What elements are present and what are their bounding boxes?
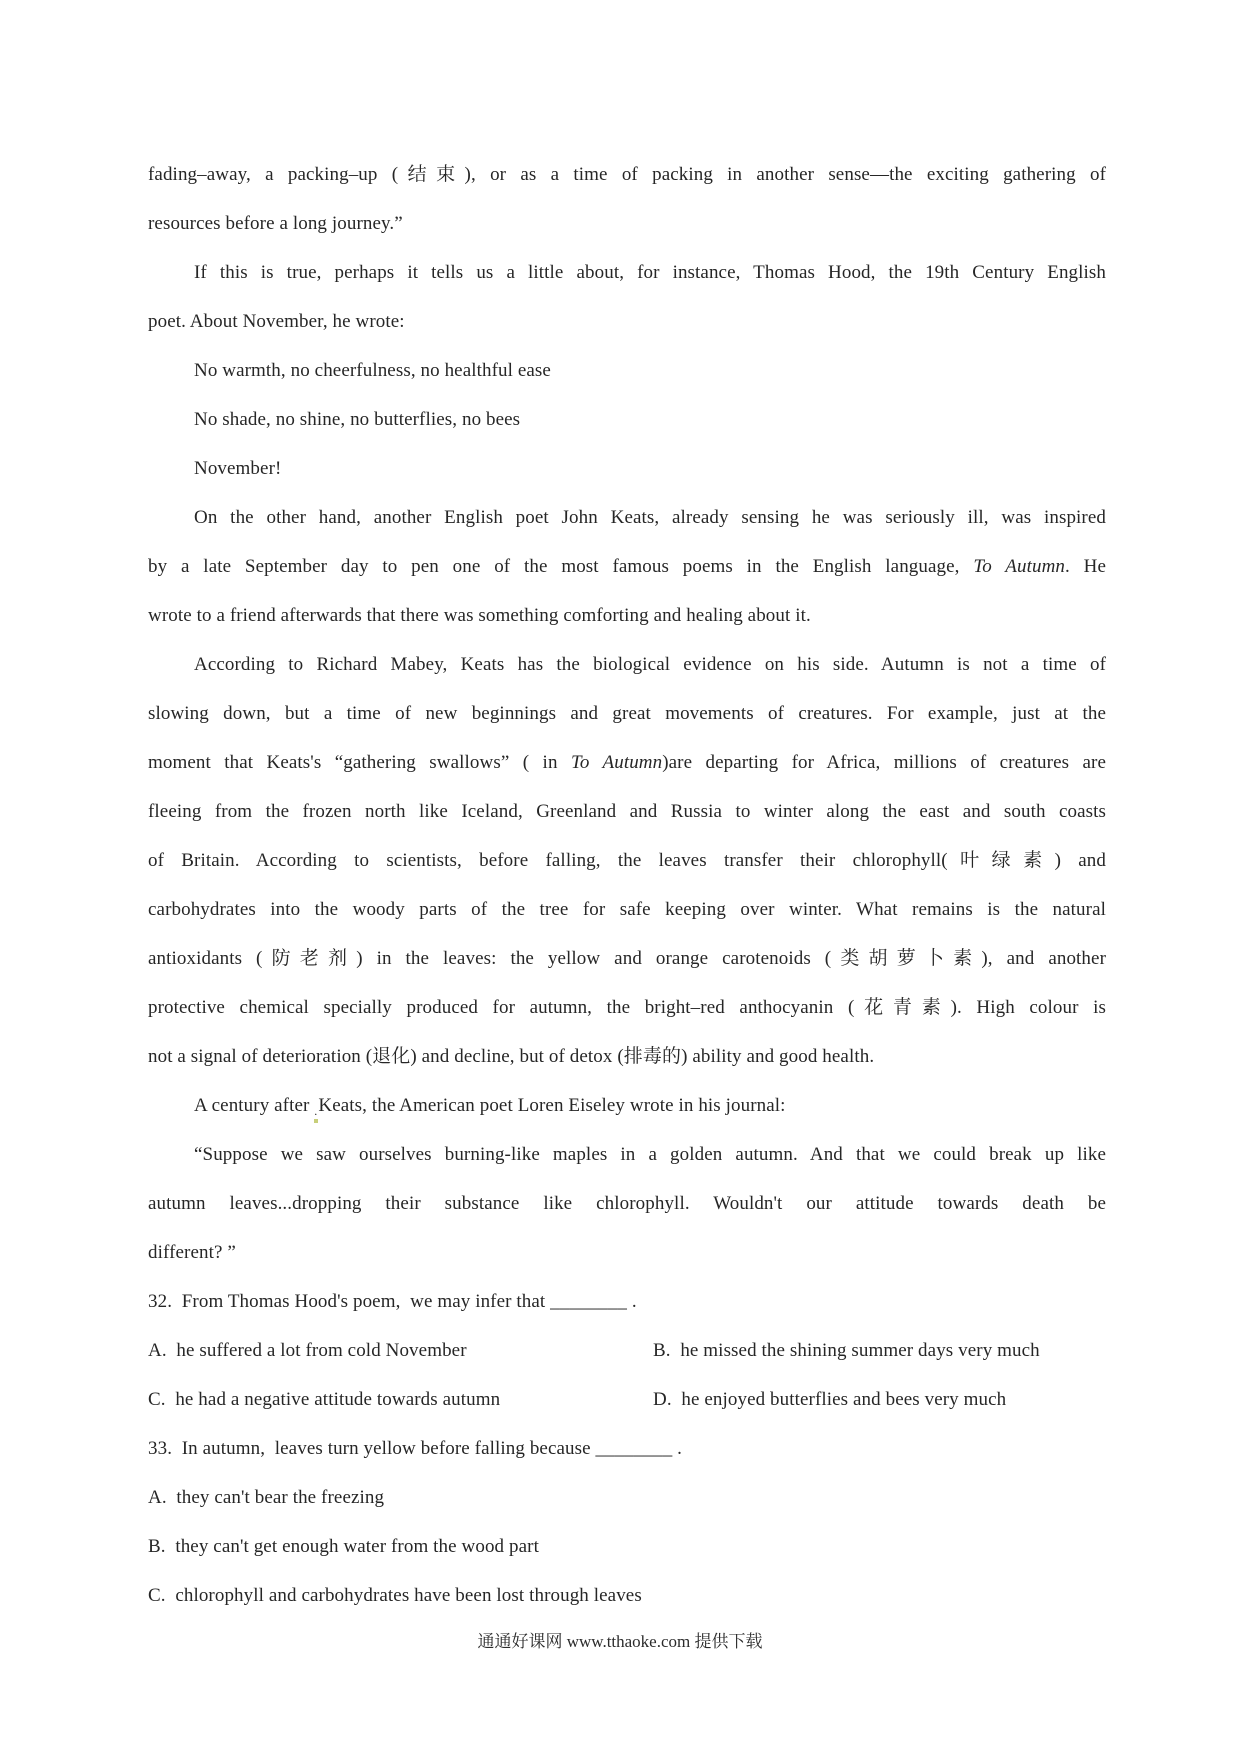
exam-content bbox=[148, 150, 1106, 1620]
passage-line bbox=[148, 1032, 1106, 1081]
passage-line bbox=[148, 493, 1106, 542]
text-segment: slowing down, but a time of new beginnings and great movements of creatures. For example, just at the bbox=[148, 703, 1106, 724]
passage-line bbox=[148, 1130, 1106, 1179]
text-segment: A. they can't bear the freezing bbox=[148, 1487, 385, 1508]
text-segment: No warmth, no cheerfulness, no healthful ease bbox=[194, 360, 551, 381]
passage-line bbox=[148, 738, 1106, 787]
passage-line bbox=[148, 150, 1106, 199]
text-segment: fleeing from the frozen north like Iceland, Greenland and Russia to winter along the east and south coasts bbox=[148, 801, 1106, 822]
option-item bbox=[148, 1522, 1106, 1571]
text-segment: “Suppose we saw ourselves burning-like maples in a golden autumn. And that we could break up like bbox=[194, 1144, 1106, 1165]
passage-line bbox=[148, 934, 1106, 983]
options-row bbox=[148, 1326, 1106, 1375]
text-segment: wrote to a friend afterwards that there was something comforting and healing about it. bbox=[148, 605, 811, 626]
options-row bbox=[148, 1375, 1106, 1424]
text-segment: of Britain. According to scientists, before falling, the leaves transfer their chlorophyll(叶绿素) and bbox=[148, 850, 1106, 871]
text-segment: November! bbox=[194, 458, 282, 479]
text-segment: B. they can't get enough water from the wood part bbox=[148, 1536, 539, 1557]
text-segment: different? ” bbox=[148, 1242, 236, 1263]
passage-line bbox=[148, 1081, 1106, 1130]
stray-mark: . bbox=[314, 1104, 318, 1118]
passage-line bbox=[148, 885, 1106, 934]
italic-title-text: To Autumn bbox=[973, 556, 1065, 577]
text-segment: protective chemical specially produced for autumn, the bright–red anthocyanin (花青素). High colour is bbox=[148, 997, 1106, 1018]
question-33-stem bbox=[148, 1424, 1106, 1473]
text-segment: moment that Keats's “gathering swallows” ( in bbox=[148, 752, 571, 773]
text-segment: 33. In autumn, leaves turn yellow before falling because ________ . bbox=[148, 1438, 683, 1459]
passage-line bbox=[148, 787, 1106, 836]
text-segment: Keats, the American poet Loren Eiseley wrote in his journal: bbox=[318, 1095, 786, 1116]
text-segment: 32. From Thomas Hood's poem, we may infer that ________ . bbox=[148, 1291, 637, 1312]
option-item bbox=[148, 1473, 1106, 1522]
text-segment: autumn leaves...dropping their substance like chlorophyll. Wouldn't our attitude towards death be bbox=[148, 1193, 1106, 1214]
text-segment: . He bbox=[1065, 556, 1106, 577]
passage-line bbox=[148, 248, 1106, 297]
option-item bbox=[148, 1571, 1106, 1620]
text-segment: by a late September day to pen one of the most famous poems in the English language, bbox=[148, 556, 974, 577]
option-item: C. he had a negative attitude towards autumn bbox=[148, 1389, 501, 1410]
question-32-stem bbox=[148, 1277, 1106, 1326]
passage-line bbox=[148, 444, 1106, 493]
text-segment: A century after bbox=[194, 1095, 315, 1116]
text-segment: antioxidants (防老剂) in the leaves: the yellow and orange carotenoids (类胡萝卜素), and another bbox=[148, 948, 1106, 969]
text-segment: C. chlorophyll and carbohydrates have been lost through leaves bbox=[148, 1585, 642, 1606]
text-segment: resources before a long journey.” bbox=[148, 213, 403, 234]
option-item: A. he suffered a lot from cold November bbox=[148, 1340, 467, 1361]
text-segment: No shade, no shine, no butterflies, no bees bbox=[194, 409, 521, 430]
passage-line bbox=[148, 640, 1106, 689]
text-segment: fading–away, a packing–up (结束), or as a time of packing in another sense—the exciting gathering of bbox=[148, 164, 1106, 185]
passage-line bbox=[148, 1179, 1106, 1228]
passage-line bbox=[148, 346, 1106, 395]
text-segment: )are departing for Africa, millions of creatures are bbox=[662, 752, 1106, 773]
passage-line bbox=[148, 199, 1106, 248]
passage-line bbox=[148, 297, 1106, 346]
option-item: B. he missed the shining summer days very much bbox=[653, 1340, 1040, 1361]
option-item: D. he enjoyed butterflies and bees very much bbox=[653, 1389, 1007, 1410]
text-segment: According to Richard Mabey, Keats has the biological evidence on his side. Autumn is not a time of bbox=[194, 654, 1106, 675]
italic-title-text: To Autumn bbox=[570, 752, 663, 773]
text-segment: carbohydrates into the woody parts of the tree for safe keeping over winter. What remains is the natural bbox=[148, 899, 1106, 920]
text-segment: On the other hand, another English poet John Keats, already sensing he was seriously ill, was inspired bbox=[194, 507, 1106, 528]
passage-line bbox=[148, 689, 1106, 738]
passage-line bbox=[148, 542, 1106, 591]
text-segment: not a signal of deterioration (退化) and decline, but of detox (排毒的) ability and good health. bbox=[148, 1046, 875, 1067]
passage-line bbox=[148, 1228, 1106, 1277]
text-segment: If this is true, perhaps it tells us a little about, for instance, Thomas Hood, the 19th Century English bbox=[194, 262, 1106, 283]
passage-line bbox=[148, 836, 1106, 885]
passage-line bbox=[148, 983, 1106, 1032]
passage-line bbox=[148, 395, 1106, 444]
passage-line bbox=[148, 591, 1106, 640]
footer-credit: 通通好课网 www.tthaoke.com 提供下载 bbox=[477, 1632, 763, 1651]
text-segment: poet. About November, he wrote: bbox=[148, 311, 405, 332]
